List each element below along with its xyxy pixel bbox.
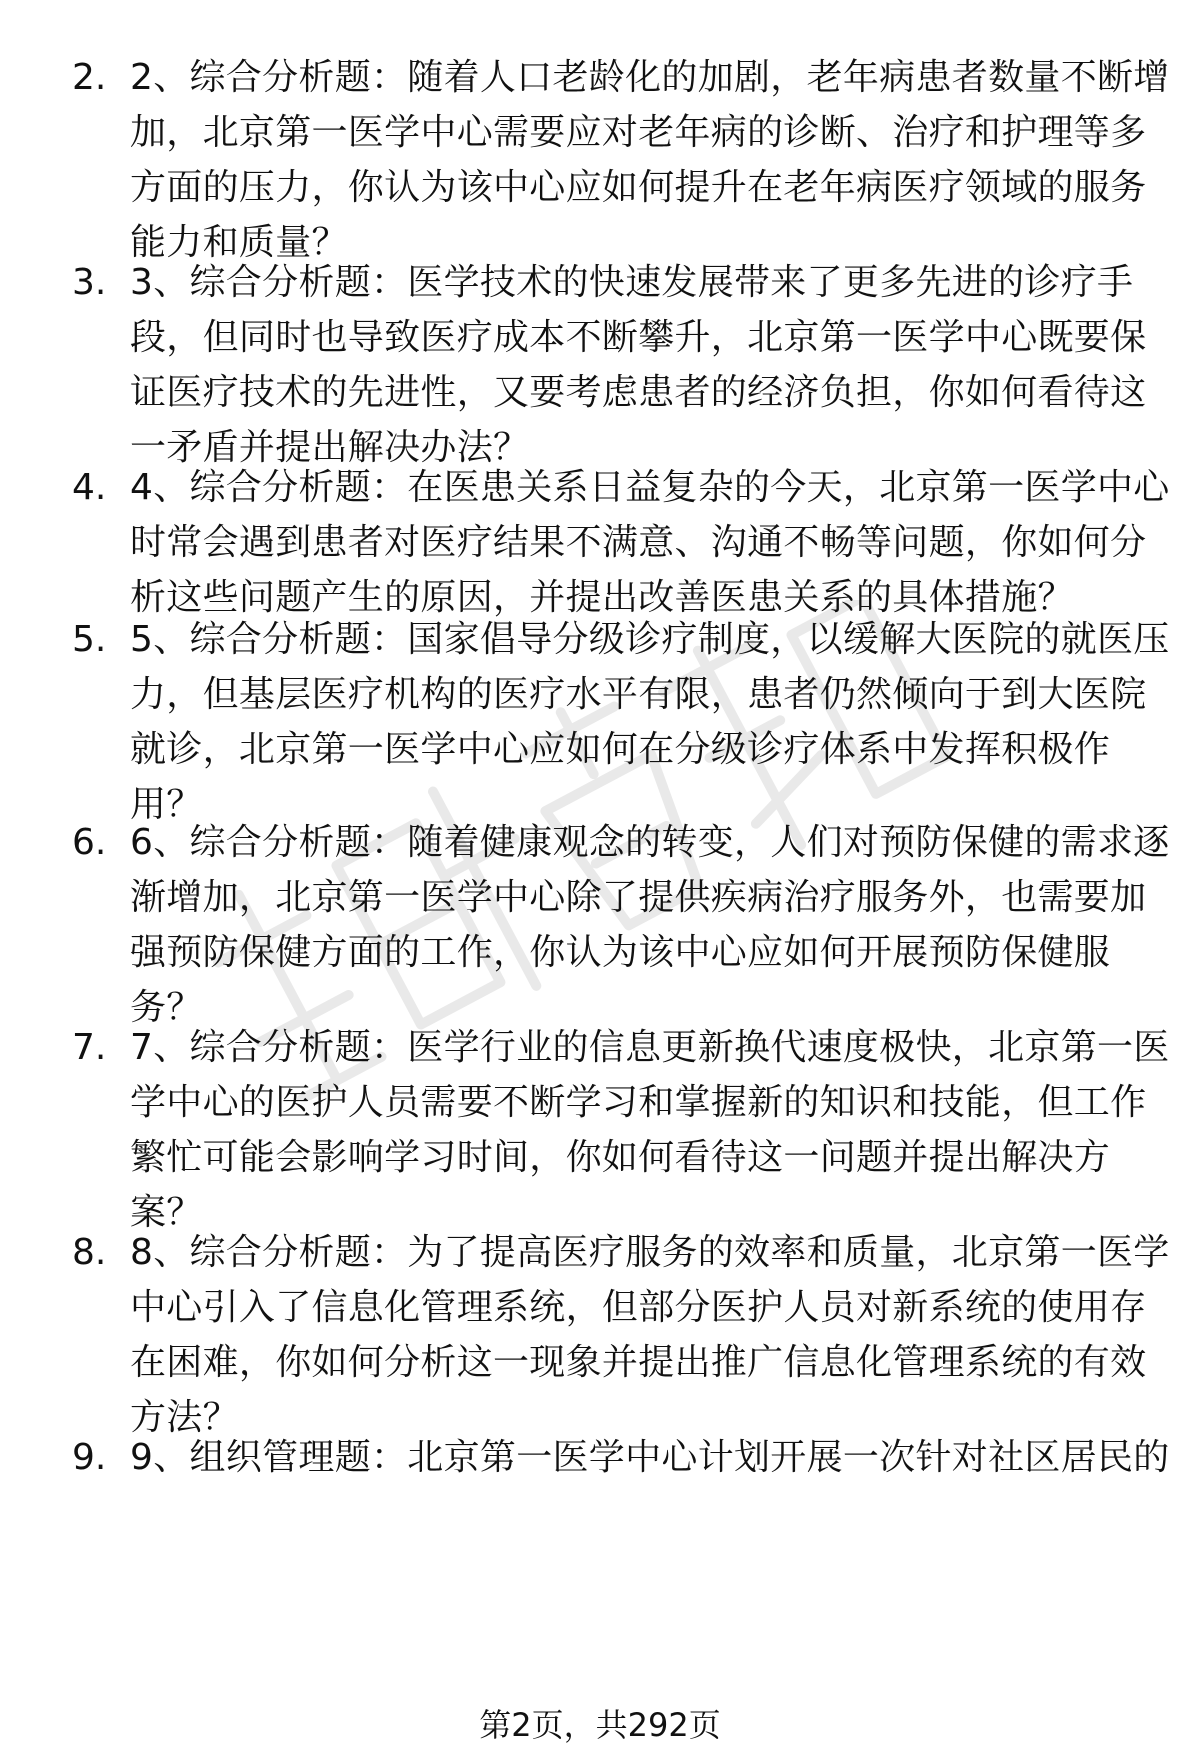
list-item-number: 2. — [72, 57, 107, 98]
list-item-text-line: 时常会遇到患者对医疗结果不满意、沟通不畅等问题，你如何分 — [130, 522, 1147, 563]
list-item-text-line: 4、综合分析题：在医患关系日益复杂的今天，北京第一医学中心 — [130, 467, 1170, 508]
list-item-text-line: 8、综合分析题：为了提高医疗服务的效率和质量，北京第一医学 — [130, 1232, 1170, 1273]
list-item-text-line: 案？ — [130, 1192, 203, 1233]
list-item-text-line: 中心引入了信息化管理系统，但部分医护人员对新系统的使用存 — [130, 1287, 1147, 1328]
list-item-text-line: 一矛盾并提出解决办法？ — [130, 427, 530, 468]
list-item-text-line: 渐增加，北京第一医学中心除了提供疾病治疗服务外，也需要加 — [130, 877, 1147, 918]
list-item-number: 5. — [72, 619, 107, 660]
list-item-text-line: 就诊，北京第一医学中心应如何在分级诊疗体系中发挥积极作 — [130, 729, 1111, 770]
list-item-text-line: 务？ — [130, 987, 203, 1028]
list-item-text-line: 段，但同时也导致医疗成本不断攀升，北京第一医学中心既要保 — [130, 317, 1147, 358]
list-item-number: 4. — [72, 467, 107, 508]
list-item-text-line: 证医疗技术的先进性，又要考虑患者的经济负担，你如何看待这 — [130, 372, 1147, 413]
list-item-text-line: 5、综合分析题：国家倡导分级诊疗制度，以缓解大医院的就医压 — [130, 619, 1170, 660]
list-item-text-line: 9、组织管理题：北京第一医学中心计划开展一次针对社区居民的 — [130, 1437, 1170, 1478]
page-number-footer: 第2页，共292页 — [479, 1706, 721, 1744]
list-item-text-line: 用？ — [130, 784, 203, 825]
list-item-text-line: 繁忙可能会影响学习时间，你如何看待这一问题并提出解决方 — [130, 1137, 1111, 1178]
list-item-number: 9. — [72, 1437, 107, 1478]
list-item-text-line: 学中心的医护人员需要不断学习和掌握新的知识和技能，但工作 — [130, 1082, 1147, 1123]
list-item-number: 7. — [72, 1027, 107, 1068]
list-item-text-line: 力，但基层医疗机构的医疗水平有限，患者仍然倾向于到大医院 — [130, 674, 1147, 715]
list-item-text-line: 3、综合分析题：医学技术的快速发展带来了更多先进的诊疗手 — [130, 262, 1134, 303]
list-item-text-line: 6、综合分析题：随着健康观念的转变，人们对预防保健的需求逐 — [130, 822, 1170, 863]
list-item-text-line: 方面的压力，你认为该中心应如何提升在老年病医疗领域的服务 — [130, 167, 1147, 208]
list-item-number: 6. — [72, 822, 107, 863]
list-item-text-line: 7、综合分析题：医学行业的信息更新换代速度极快，北京第一医 — [130, 1027, 1170, 1068]
list-item-text-line: 能力和质量？ — [130, 222, 348, 263]
list-item-text-line: 析这些问题产生的原因，并提出改善医患关系的具体措施？ — [130, 577, 1074, 618]
list-item-text-line: 2、综合分析题：随着人口老龄化的加剧，老年病患者数量不断增 — [130, 57, 1170, 98]
list-item-text-line: 强预防保健方面的工作，你认为该中心应如何开展预防保健服 — [130, 932, 1111, 973]
list-item-number: 3. — [72, 262, 107, 303]
list-item-text-line: 加，北京第一医学中心需要应对老年病的诊断、治疗和护理等多 — [130, 112, 1147, 153]
list-item-text-line: 方法？ — [130, 1397, 239, 1438]
list-item-text-line: 在困难，你如何分析这一现象并提出推广信息化管理系统的有效 — [130, 1342, 1147, 1383]
list-item-number: 8. — [72, 1232, 107, 1273]
